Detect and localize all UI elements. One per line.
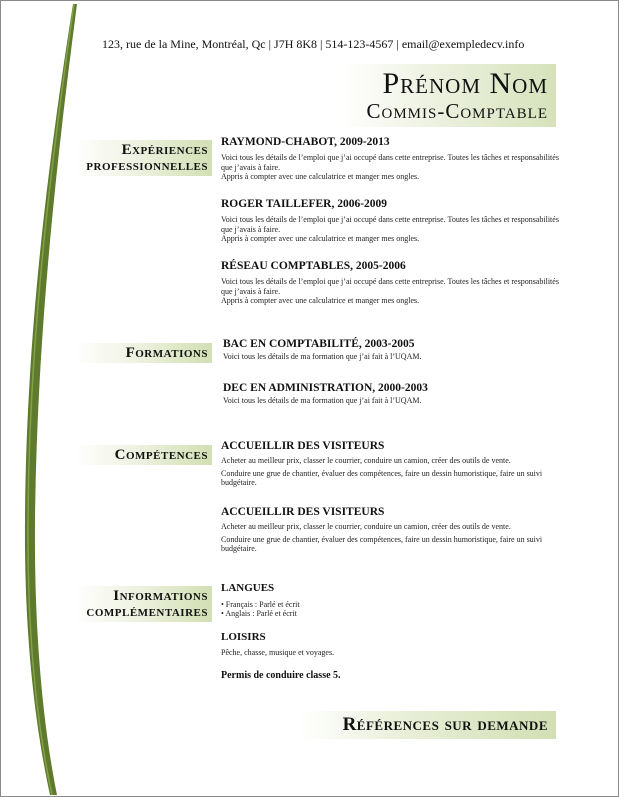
entry-description: Acheter au meilleur prix, classer le courrier, conduire un camion, créer des outils de vente. — [221, 456, 511, 465]
heading-line: professionnelles — [86, 158, 208, 174]
entry-title: BAC EN COMPTABILITÉ, 2003-2005 — [223, 338, 415, 350]
heading-line: Expériences — [121, 142, 208, 158]
hobbies-text: Pêche, chasse, musique et voyages. — [221, 648, 335, 657]
heading-line: Formations — [125, 345, 208, 361]
entry-description: Voici tous les détails de l’emploi que j’ai occupé dans cette entreprise. Toutes les tâches et responsabilités que j’avais à faire. — [221, 215, 559, 234]
entry-title: ACCUEILLIR DES VISITEURS — [221, 506, 385, 518]
entry-description: Appris à compter avec une calculatrice et manger mes ongles. — [221, 234, 420, 243]
entry-description: Voici tous les détails de l’emploi que j’ai occupé dans cette entreprise. Toutes les tâches et responsabilités que j’avais à faire. — [221, 277, 559, 296]
entry-title: ROGER TAILLEFER, 2006-2009 — [221, 198, 388, 210]
section-heading-experience — [74, 140, 212, 176]
name-banner — [342, 64, 556, 127]
references-text: Références sur demande — [342, 714, 548, 735]
section-heading-additional-info — [74, 586, 212, 622]
skill-entry — [221, 440, 566, 488]
education-entry — [223, 338, 568, 362]
entry-description: Conduire une grue de chantier, évaluer des compétences, faire un dessin humoristique, faire un suivi budgétaire. — [221, 468, 543, 487]
experience-entry — [221, 198, 566, 244]
driving-permit: Permis de conduire classe 5. — [221, 670, 341, 681]
language-item: • Anglais : Parlé et écrit — [221, 609, 297, 618]
heading-line: complémentaires — [86, 604, 208, 620]
full-name: Prénom Nom — [382, 67, 548, 100]
entry-title: DEC EN ADMINISTRATION, 2000-2003 — [223, 382, 428, 394]
entry-title: ACCUEILLIR DES VISITEURS — [221, 440, 385, 452]
green-swoosh-decoration — [0, 0, 120, 797]
heading-line: Informations — [113, 588, 208, 604]
language-item: • Français : Parlé et écrit — [221, 600, 300, 609]
entry-description: Voici tous les détails de l’emploi que j’ai occupé dans cette entreprise. Toutes les tâches et responsabilités que j’avais à faire. — [221, 153, 559, 172]
experience-entry — [221, 136, 566, 182]
education-entry — [223, 382, 568, 406]
entry-description: Voici tous les détails de ma formation que j’ai fait à l’UQAM. — [223, 352, 422, 361]
job-title: Commis-Comptable — [366, 99, 548, 123]
heading-line: Compétences — [114, 447, 208, 463]
experience-entry — [221, 260, 566, 306]
section-heading-education — [74, 343, 212, 363]
contact-line: 123, rue de la Mine, Montréal, Qc | J7H 8K8 | 514-123-4567 | email@exempledecv.info — [102, 37, 525, 51]
entry-description: Acheter au meilleur prix, classer le courrier, conduire un camion, créer des outils de vente. — [221, 522, 511, 531]
references-banner — [300, 711, 556, 739]
skill-entry — [221, 506, 566, 554]
hobbies-title: LOISIRS — [221, 631, 266, 643]
entry-description: Voici tous les détails de ma formation que j’ai fait à l’UQAM. — [223, 396, 422, 405]
section-heading-skills — [74, 445, 212, 465]
entry-description: Appris à compter avec une calculatrice et manger mes ongles. — [221, 172, 420, 181]
entry-description: Conduire une grue de chantier, évaluer des compétences, faire un dessin humoristique, faire un suivi budgétaire. — [221, 534, 543, 553]
entry-title: RÉSEAU COMPTABLES, 2005-2006 — [221, 260, 406, 272]
entry-description: Appris à compter avec une calculatrice et manger mes ongles. — [221, 296, 420, 305]
entry-title: RAYMOND-CHABOT, 2009-2013 — [221, 136, 390, 148]
languages-title: LANGUES — [221, 582, 275, 594]
